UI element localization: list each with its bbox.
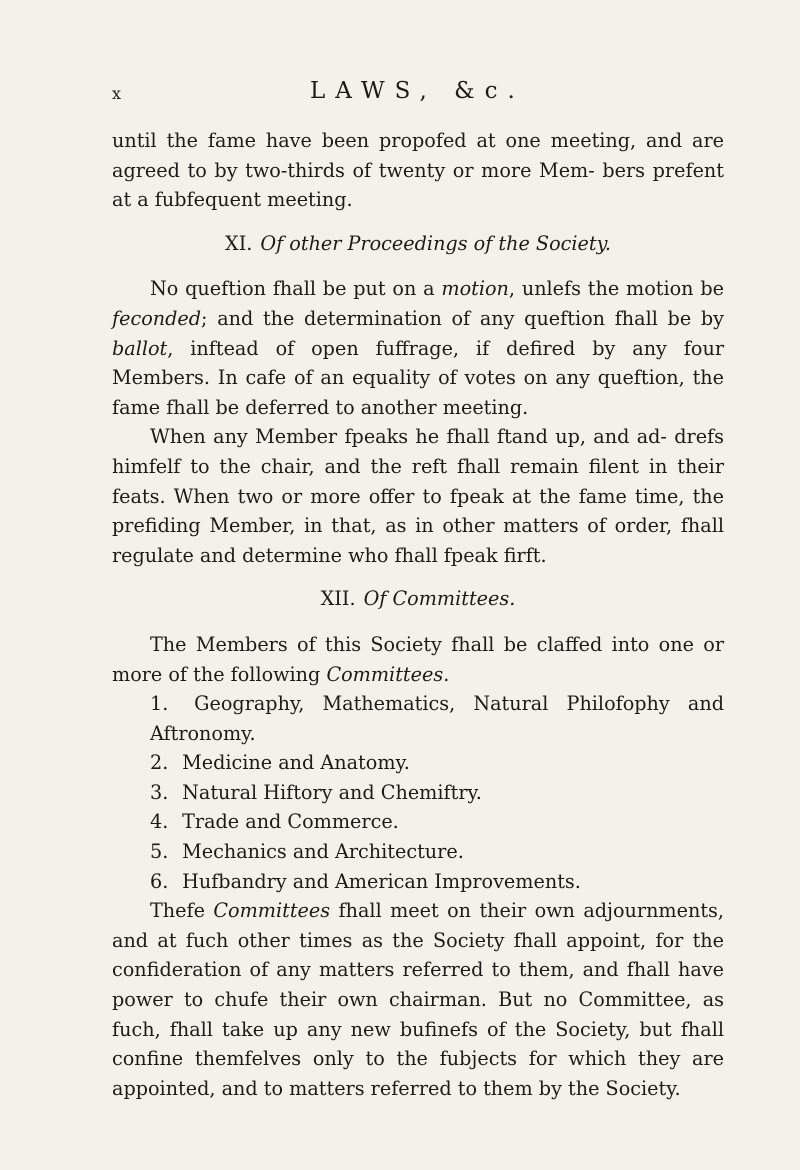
list-item xyxy=(112,867,724,897)
text-run: The Members of this Society fhall be claffed into one or more of the following xyxy=(112,632,724,686)
section-heading-xi xyxy=(112,229,724,259)
list-text: Geography, Mathematics, Natural Philofophy and Aftronomy. xyxy=(150,692,724,745)
page-number: x xyxy=(112,84,122,103)
text-run: , unlefs the motion be xyxy=(508,277,724,301)
list-text: Natural Hiftory and Chemiftry. xyxy=(182,780,482,804)
list-item xyxy=(112,837,724,867)
list-text: Hufbandry and American Improvements. xyxy=(182,869,581,893)
list-text: Medicine and Anatomy. xyxy=(182,751,410,775)
paragraph-speaking: When any Member fpeaks he fhall ftand up, and ad- drefs himfelf to the chair, and the reft fhall remain filent in their feats. When two or more offer to fpeak at the fame time, the prefiding Member, in that, as in other matters of order, fhall regulate and determine who fhall fpeak firft. xyxy=(112,425,724,567)
committees-list xyxy=(112,689,724,896)
text-run: ; and the determination of any queftion fhall be by xyxy=(201,306,724,330)
italic-term-seconded: feconded xyxy=(112,306,202,330)
paragraph-motions xyxy=(112,274,724,422)
italic-term-committees: Committees xyxy=(326,662,444,686)
paragraph-committees-rules xyxy=(112,896,724,1103)
section-number: XI. xyxy=(225,231,253,255)
running-title: LAWS, &c. xyxy=(310,78,525,104)
section-title: Of Committees. xyxy=(363,587,516,611)
text-run: No queftion fhall be put on a xyxy=(150,277,442,301)
text-run: , inftead of open fuffrage, if defired by any four Members. In cafe of an equality of votes on any queftion, the fame fhall be deferred to another meeting. xyxy=(112,336,724,419)
italic-term-committees: Committees xyxy=(213,899,331,923)
italic-term-ballot: ballot xyxy=(112,336,168,360)
section-title: Of other Proceedings of the Society. xyxy=(260,231,611,255)
opening-paragraph: until the fame have been propofed at one meeting, and are agreed to by two-thirds of twenty or more Mem- bers prefent at a fubfequent meeting. xyxy=(112,129,724,212)
list-number: 1. xyxy=(150,692,169,716)
list-item xyxy=(112,807,724,837)
section-number: XII. xyxy=(320,587,356,611)
page-body xyxy=(112,126,724,1103)
text-run: fhall meet on their own adjournments, and at fuch other times as the Society fhall appoint, for the confideration of any matters referred to them, and fhall have power to chufe their own chairman. But no Committee, as fuch, fhall take up any new bufinefs of the Society, but fhall confine themfelves only to the fubjects for which they are appointed, and to matters referred to them by the Society. xyxy=(112,899,724,1100)
list-item xyxy=(112,778,724,808)
list-number: 3. xyxy=(150,780,169,804)
section-heading-xii xyxy=(112,584,724,614)
paragraph-committees-intro xyxy=(112,630,724,689)
text-run: Thefe xyxy=(150,899,214,923)
list-number: 2. xyxy=(150,751,169,775)
list-number: 5. xyxy=(150,840,169,864)
running-head xyxy=(112,78,722,114)
text-run: . xyxy=(443,662,450,686)
list-item xyxy=(112,748,724,778)
list-item xyxy=(112,689,724,748)
list-number: 4. xyxy=(150,810,169,834)
list-text: Trade and Commerce. xyxy=(182,810,399,834)
list-number: 6. xyxy=(150,869,169,893)
list-text: Mechanics and Architecture. xyxy=(182,840,464,864)
italic-term-motion: motion xyxy=(441,277,509,301)
